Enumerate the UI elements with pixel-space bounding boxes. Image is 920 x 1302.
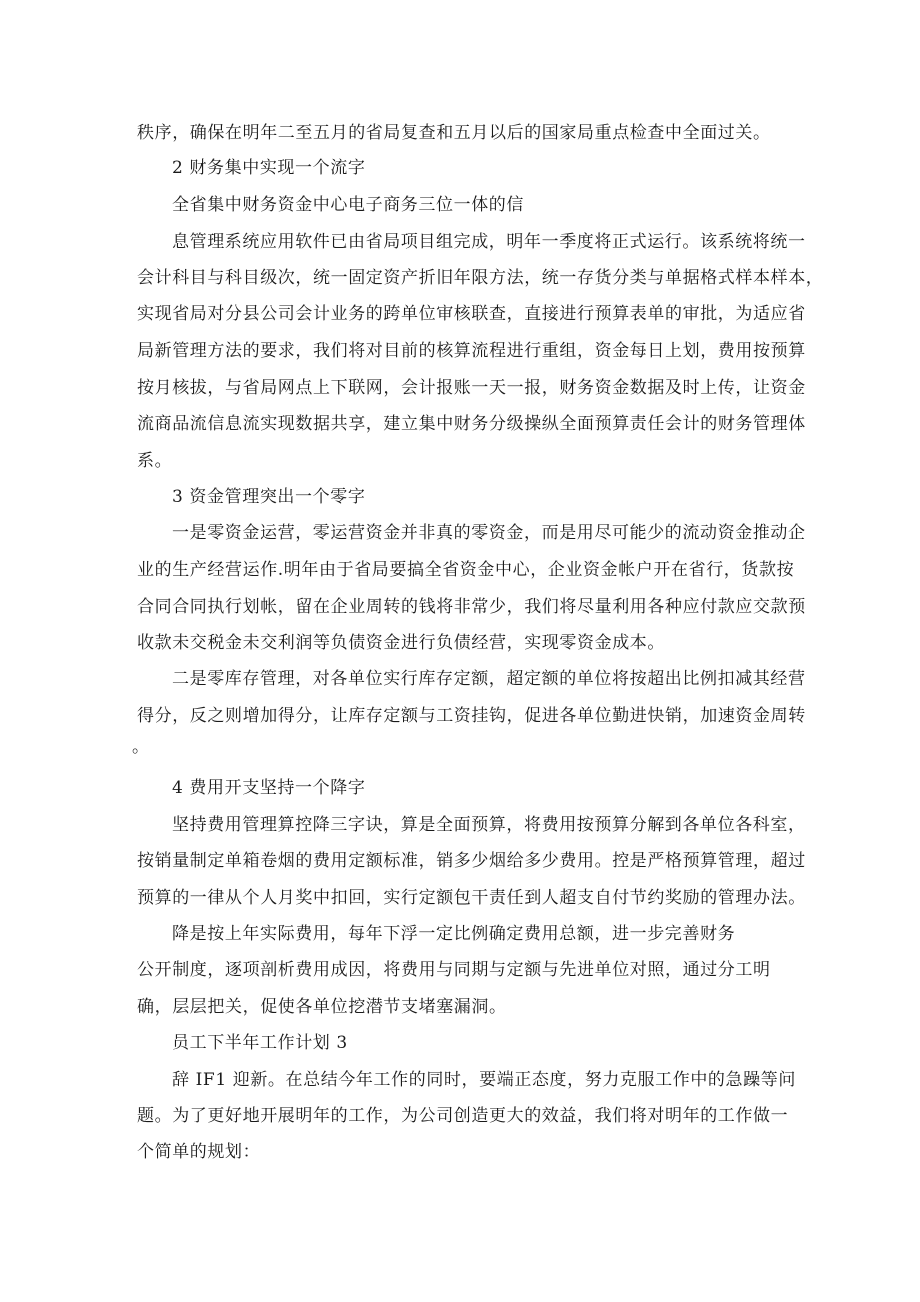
text-line-8: 按月核拔，与省局网点上下联网，会计报账一天一报，财务资金数据及时上传，让资金 (137, 378, 806, 398)
text-line-10: 系。 (137, 451, 173, 471)
text-line-20: 坚持费用管理算控降三字诀，算是全面预算，将费用按预算分解到各单位各科室， (172, 815, 806, 835)
text-line-1: 秩序，确保在明年二至五月的省局复查和五月以后的国家局重点检查中全面过关。 (137, 123, 771, 143)
text-line-18: 。 (132, 737, 150, 757)
text-line-25: 确，层层把关，促使各单位挖潜节支堵塞漏洞。 (137, 997, 507, 1017)
text-line-17: 得分，反之则增加得分，让库存定额与工资挂钩，促进各单位勤进快销，加速资金周转 (137, 706, 806, 726)
text-line-4: 息管理系统应用软件已由省局项目组完成，明年一季度将正式运行。该系统将统一 (172, 232, 806, 252)
section-heading-plan-3: 员工下半年工作计划 3 (172, 1033, 348, 1053)
text-line-23: 降是按上年实际费用，每年下浮一定比例确定费用总额，进一步完善财务 (172, 924, 736, 944)
text-line-9: 流商品流信息流实现数据共享，建立集中财务分级操纵全面预算责任会计的财务管理体 (137, 414, 806, 434)
text-line-16: 二是零库存管理，对各单位实行库存定额，超定额的单位将按超出比例扣减其经营 (172, 669, 806, 689)
text-line-27: 辞 IF1 迎新。在总结今年工作的同时，要端正态度，努力克服工作中的急躁等问 (172, 1070, 796, 1090)
text-line-15: 收款未交税金未交利润等负债资金进行负债经营，实现零资金成本。 (137, 633, 665, 653)
text-line-22: 预算的一律从个人月奖中扣回，实行定额包干责任到人超支自付节约奖励的管理办法。 (137, 888, 806, 908)
text-line-24: 公开制度，逐项剖析费用成因，将费用与同期与定额与先进单位对照，通过分工明 (137, 960, 771, 980)
text-line-3: 全省集中财务资金中心电子商务三位一体的信 (172, 195, 524, 215)
text-line-14: 合同合同执行划帐，留在企业周转的钱将非常少，我们将尽量利用各种应付款应交款预 (137, 597, 806, 617)
text-line-6: 实现省局对分县公司会计业务的跨单位审核联查，直接进行预算表单的审批，为适应省 (137, 304, 806, 324)
section-heading-3: 3 资金管理突出一个零字 (172, 487, 366, 507)
text-line-5: 会计科目与科目级次，统一固定资产折旧年限方法，统一存货分类与单据格式样本样本， (137, 268, 824, 288)
text-line-29: 个简单的规划： (137, 1142, 261, 1162)
text-line-28: 题。为了更好地开展明年的工作，为公司创造更大的效益，我们将对明年的工作做一 (137, 1106, 789, 1126)
text-line-7: 局新管理方法的要求，我们将对目前的核算流程进行重组，资金每日上划，费用按预算 (137, 341, 806, 361)
section-heading-4: 4 费用开支坚持一个降字 (172, 778, 366, 798)
text-line-12: 一是零资金运营，零运营资金并非真的零资金，而是用尽可能少的流动资金推动企 (172, 523, 806, 543)
section-heading-2: 2 财务集中实现一个流字 (172, 158, 366, 178)
text-line-21: 按销量制定单箱卷烟的费用定额标准，销多少烟给多少费用。控是严格预算管理，超过 (137, 851, 806, 871)
text-line-13: 业的生产经营运作.明年由于省局要搞全省资金中心，企业资金帐户开在省行，货款按 (137, 560, 795, 580)
